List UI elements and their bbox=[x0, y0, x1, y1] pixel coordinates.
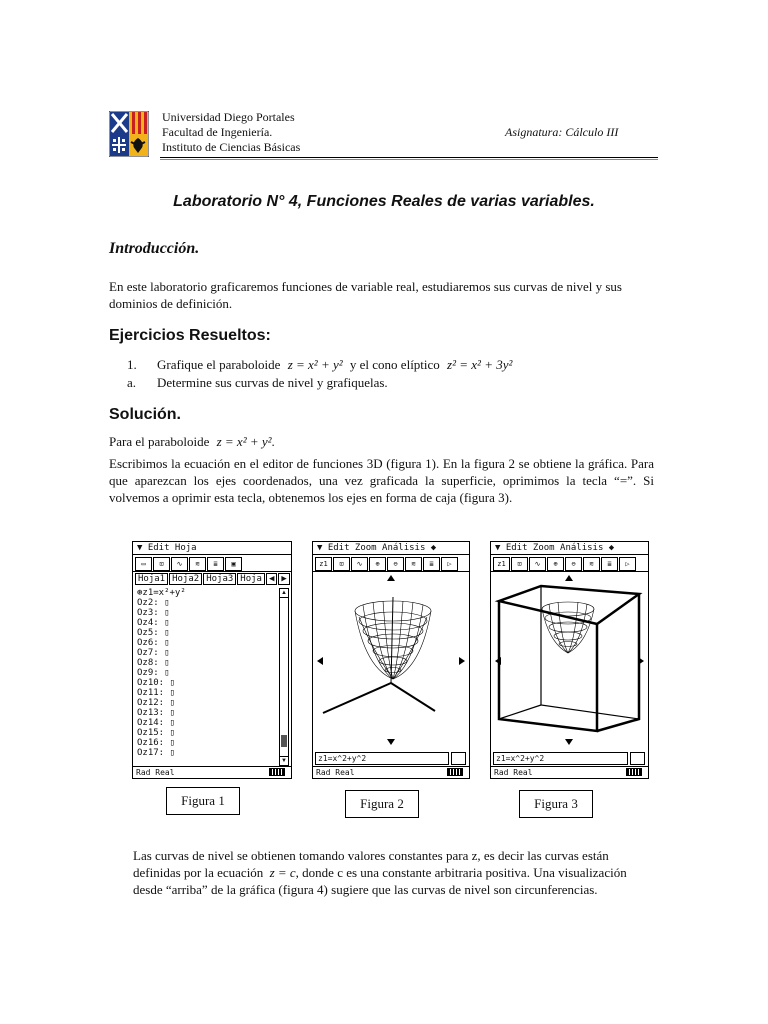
figure-3-label: Figura 3 bbox=[519, 790, 593, 818]
calc1-tool-5[interactable]: ≣ bbox=[207, 557, 224, 571]
calc2-entry-line[interactable]: z1=x^2+y^2 bbox=[315, 752, 449, 765]
calc1-entry[interactable]: Oz6: ▯ bbox=[137, 638, 170, 648]
calc1-entry[interactable]: Oz7: ▯ bbox=[137, 648, 170, 658]
exercise-a-letter: a. bbox=[127, 375, 137, 390]
calculator-screen-3 bbox=[490, 541, 649, 779]
calc1-entry[interactable]: Oz10: ▯ bbox=[137, 678, 175, 688]
institute-name: Instituto de Ciencias Básicas bbox=[162, 140, 301, 154]
calc1-entry[interactable]: Oz2: ▯ bbox=[137, 598, 170, 608]
calc1-tab-2[interactable]: Hoja2 bbox=[169, 573, 202, 585]
exercises-heading: Ejercicios Resueltos: bbox=[109, 327, 271, 344]
calc1-toolbar bbox=[133, 556, 291, 572]
calc1-battery-icon bbox=[269, 768, 285, 776]
cone-equation: z² = x² + 3y² bbox=[447, 357, 513, 372]
calc3-menu-bar[interactable]: ▼ Edit Zoom Análisis ◆ bbox=[491, 542, 648, 555]
calc1-entry[interactable]: Oz5: ▯ bbox=[137, 628, 170, 638]
calculator-screen-1 bbox=[132, 541, 292, 779]
exercise-1-text-a: Grafique el paraboloide bbox=[157, 357, 281, 372]
calc2-status-bar: Rad Real bbox=[313, 766, 469, 778]
calc1-tabs bbox=[135, 573, 291, 585]
solution-line-1-text: Para el paraboloide bbox=[109, 434, 210, 449]
calc1-entry[interactable]: Oz4: ▯ bbox=[137, 618, 170, 628]
calc1-save-icon[interactable]: ▣ bbox=[225, 557, 242, 571]
calc1-tool-3[interactable]: ∿ bbox=[171, 557, 188, 571]
calc1-entry[interactable]: Oz13: ▯ bbox=[137, 708, 175, 718]
calc1-function-list bbox=[137, 588, 275, 758]
calc1-tool-2[interactable]: ⊡ bbox=[153, 557, 170, 571]
calc1-tab-next-icon[interactable]: ▶ bbox=[278, 573, 289, 585]
calc1-tab-prev-icon[interactable]: ◀ bbox=[266, 573, 277, 585]
closing-equation: z = c bbox=[269, 865, 296, 880]
calc2-tool-3[interactable]: ∿ bbox=[351, 557, 368, 571]
calc1-tool-4[interactable]: ≋ bbox=[189, 557, 206, 571]
intro-heading: Introducción. bbox=[109, 240, 200, 257]
calc2-entry-button[interactable] bbox=[451, 752, 466, 765]
calc1-entry[interactable]: Oz9: ▯ bbox=[137, 668, 170, 678]
solution-text: Escribimos la ecuación en el editor de funciones 3D (figura 1). En la figura 2 se obtiene la gráfica. Para que aparezcan los ejes coordenados, una vez graficada la superficie, oprimimos la tecla “=”. Si volvemos a oprimir esta tecla, obtenemos los ejes en forma de caja (figura 3). bbox=[109, 456, 654, 505]
calc1-entry[interactable]: Oz14: ▯ bbox=[137, 718, 175, 728]
calc3-tool-3[interactable]: ∿ bbox=[529, 557, 546, 571]
calc3-tool-2[interactable]: ⊡ bbox=[511, 557, 528, 571]
calc2-tool-1[interactable]: z1 bbox=[315, 557, 332, 571]
solution-line-1-period: . bbox=[271, 434, 275, 449]
calc1-entry[interactable]: Oz8: ▯ bbox=[137, 658, 170, 668]
solution-heading: Solución. bbox=[109, 406, 181, 423]
calc2-zoom-in-icon[interactable]: ⊕ bbox=[369, 557, 386, 571]
calc2-tool-2[interactable]: ⊡ bbox=[333, 557, 350, 571]
closing-text-b: , donde c es una constante arbitraria positiva. Una visualización desde “arriba” de la gráfica (figura 4) sugiere que las curvas de nivel son circunferencias. bbox=[133, 865, 627, 897]
figure-1-label: Figura 1 bbox=[166, 787, 240, 815]
header-divider bbox=[160, 157, 658, 158]
calc2-tool-7[interactable]: ≣ bbox=[423, 557, 440, 571]
closing-text-a: Las curvas de nivel se obtienen tomando valores constantes para z, es decir las curvas están definidas por la ecuación bbox=[133, 848, 609, 880]
calc1-tab-4[interactable]: Hoja bbox=[237, 573, 265, 585]
closing-paragraph bbox=[133, 847, 645, 898]
calc2-toolbar bbox=[313, 556, 469, 572]
header-divider-shadow bbox=[160, 159, 658, 160]
calc1-scrollbar[interactable]: ▲ ▼ bbox=[279, 588, 289, 766]
calc1-entry[interactable]: Oz3: ▯ bbox=[137, 608, 170, 618]
calc1-status-bar: Rad Real bbox=[133, 766, 291, 778]
calc3-zoom-out-icon[interactable]: ⊖ bbox=[565, 557, 582, 571]
exercise-a-text: Determine sus curvas de nivel y grafiquelas. bbox=[157, 375, 388, 390]
calc2-graph-area[interactable] bbox=[313, 573, 469, 748]
calc1-entry[interactable]: Oz15: ▯ bbox=[137, 728, 175, 738]
calc3-status-bar: Rad Real bbox=[491, 766, 648, 778]
calc3-tool-1[interactable]: z1 bbox=[493, 557, 510, 571]
calc3-entry-button[interactable] bbox=[630, 752, 645, 765]
calc1-entry[interactable]: Oz17: ▯ bbox=[137, 748, 175, 758]
university-name: Universidad Diego Portales bbox=[162, 110, 295, 124]
calc3-graph-area[interactable] bbox=[491, 573, 648, 748]
intro-text: En este laboratorio graficaremos funciones de variable real, estudiaremos sus curvas de nivel y sus dominios de definición. bbox=[109, 279, 622, 311]
calc1-entry[interactable]: Oz16: ▯ bbox=[137, 738, 175, 748]
calc1-tab-1[interactable]: Hoja1 bbox=[135, 573, 168, 585]
figure-2-label: Figura 2 bbox=[345, 790, 419, 818]
solution-line-1 bbox=[109, 433, 275, 450]
calc1-entry[interactable]: Oz11: ▯ bbox=[137, 688, 175, 698]
calc1-tool-1[interactable]: ▭ bbox=[135, 557, 152, 571]
exercise-1 bbox=[157, 356, 512, 373]
calc3-battery-icon bbox=[626, 768, 642, 776]
calc3-tool-8[interactable]: ▷ bbox=[619, 557, 636, 571]
calc3-tool-6[interactable]: ≋ bbox=[583, 557, 600, 571]
calc2-tool-8[interactable]: ▷ bbox=[441, 557, 458, 571]
calc2-zoom-out-icon[interactable]: ⊖ bbox=[387, 557, 404, 571]
calc1-tab-3[interactable]: Hoja3 bbox=[203, 573, 236, 585]
calc3-tool-7[interactable]: ≣ bbox=[601, 557, 618, 571]
calc3-zoom-in-icon[interactable]: ⊕ bbox=[547, 557, 564, 571]
calculator-screen-2 bbox=[312, 541, 470, 779]
paraboloid-equation: z = x² + y² bbox=[287, 357, 343, 372]
calc1-entry-z1[interactable]: ⊛z1=x²+y² bbox=[137, 588, 186, 598]
calc1-menu-bar[interactable]: ▼ Edit Hoja bbox=[133, 542, 291, 555]
exercise-1-text-b: y el cono elíptico bbox=[349, 357, 440, 372]
calc2-tool-6[interactable]: ≋ bbox=[405, 557, 422, 571]
calc3-entry-line[interactable]: z1=x^2+y^2 bbox=[493, 752, 628, 765]
page-title: Laboratorio N° 4, Funciones Reales de varias variables. bbox=[173, 193, 595, 210]
subject-name: Asignatura: Cálculo III bbox=[505, 125, 619, 139]
calc1-entry[interactable]: Oz12: ▯ bbox=[137, 698, 175, 708]
exercise-1-number: 1. bbox=[127, 357, 137, 372]
calc2-menu-bar[interactable]: ▼ Edit Zoom Análisis ◆ bbox=[313, 542, 469, 555]
solution-equation: z = x² + y² bbox=[216, 434, 272, 449]
calc2-battery-icon bbox=[447, 768, 463, 776]
calc3-toolbar bbox=[491, 556, 648, 572]
university-logo bbox=[109, 111, 149, 157]
faculty-name: Facultad de Ingeniería. bbox=[162, 125, 273, 139]
